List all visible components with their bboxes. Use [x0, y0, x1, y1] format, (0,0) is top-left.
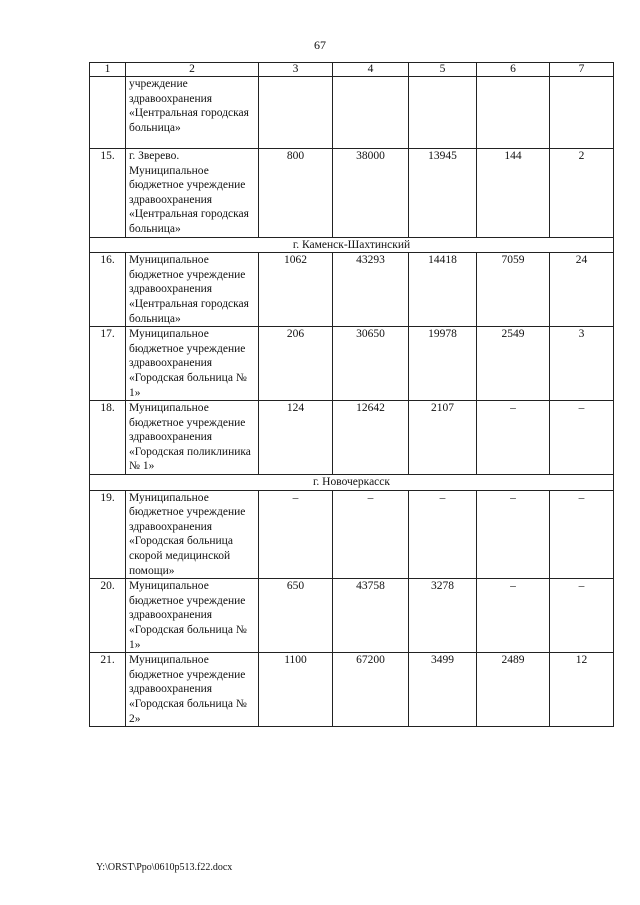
hospital-table	[89, 62, 614, 727]
value-col-7: –	[550, 579, 614, 653]
value-col-5: 3499	[409, 653, 477, 727]
header-cell: 1	[90, 63, 126, 77]
value-col-3: 206	[259, 327, 333, 401]
table-row	[90, 77, 614, 149]
value-col-3: 1062	[259, 253, 333, 327]
value-col-6: 2489	[477, 653, 550, 727]
row-number: 18.	[90, 401, 126, 475]
row-number: 19.	[90, 490, 126, 579]
row-number: 16.	[90, 253, 126, 327]
value-col-5: 19978	[409, 327, 477, 401]
institution-name: Муниципальное бюджетное учреждение здравоохранения «Городская больница № 2»	[126, 653, 259, 727]
institution-name: Муниципальное бюджетное учреждение здравоохранения «Центральная городская больница»	[126, 253, 259, 327]
header-cell: 7	[550, 63, 614, 77]
value-col-3: –	[259, 490, 333, 579]
value-col-3: 650	[259, 579, 333, 653]
value-col-7: 24	[550, 253, 614, 327]
table-row	[90, 579, 614, 653]
value-col-6: 144	[477, 149, 550, 238]
row-number: 15.	[90, 149, 126, 238]
value-col-3: 1100	[259, 653, 333, 727]
section-row	[90, 475, 614, 491]
value-col-7: 2	[550, 149, 614, 238]
header-cell: 2	[126, 63, 259, 77]
table-row	[90, 253, 614, 327]
row-number: 17.	[90, 327, 126, 401]
table-row	[90, 327, 614, 401]
institution-name: Муниципальное бюджетное учреждение здравоохранения «Городская больница № 1»	[126, 579, 259, 653]
value-col-4: 67200	[333, 653, 409, 727]
value-col-5: 14418	[409, 253, 477, 327]
header-cell: 6	[477, 63, 550, 77]
institution-name: г. Зверево. Муниципальное бюджетное учреждение здравоохранения «Центральная городская больница»	[126, 149, 259, 238]
value-col-4: 43758	[333, 579, 409, 653]
table-row	[90, 490, 614, 579]
institution-name: Муниципальное бюджетное учреждение здравоохранения «Городская больница скорой медицинской помощи»	[126, 490, 259, 579]
institution-name: Муниципальное бюджетное учреждение здравоохранения «Городская больница № 1»	[126, 327, 259, 401]
section-row	[90, 237, 614, 253]
value-col-4: 30650	[333, 327, 409, 401]
institution-name: учреждение здравоохранения «Центральная городская больница»	[126, 77, 259, 149]
value-col-5: 2107	[409, 401, 477, 475]
value-col-5: 13945	[409, 149, 477, 238]
header-cell: 3	[259, 63, 333, 77]
header-row	[90, 63, 614, 77]
value-col-5: 3278	[409, 579, 477, 653]
section-title: г. Каменск-Шахтинский	[90, 237, 614, 253]
page-number: 67	[314, 38, 326, 52]
value-col-6: 2549	[477, 327, 550, 401]
value-col-6: –	[477, 579, 550, 653]
value-col-3: 124	[259, 401, 333, 475]
value-col-7: –	[550, 401, 614, 475]
table-row	[90, 653, 614, 727]
value-col-4: 12642	[333, 401, 409, 475]
row-number: 21.	[90, 653, 126, 727]
value-col-3: 800	[259, 149, 333, 238]
institution-name: Муниципальное бюджетное учреждение здравоохранения «Городская поликлиника № 1»	[126, 401, 259, 475]
table-row	[90, 149, 614, 238]
value-col-7: –	[550, 490, 614, 579]
footer-file-path: Y:\ORST\Ppo\0610p513.f22.docx	[96, 862, 233, 873]
header-cell: 4	[333, 63, 409, 77]
value-col-7: 3	[550, 327, 614, 401]
section-title: г. Новочеркасск	[90, 475, 614, 491]
value-col-4: 43293	[333, 253, 409, 327]
header-cell: 5	[409, 63, 477, 77]
value-col-4: –	[333, 490, 409, 579]
row-number	[90, 77, 126, 149]
value-col-5: –	[409, 490, 477, 579]
value-col-6: –	[477, 401, 550, 475]
value-col-6: 7059	[477, 253, 550, 327]
row-number: 20.	[90, 579, 126, 653]
value-col-4: 38000	[333, 149, 409, 238]
value-col-7: 12	[550, 653, 614, 727]
table-row	[90, 401, 614, 475]
value-col-6: –	[477, 490, 550, 579]
